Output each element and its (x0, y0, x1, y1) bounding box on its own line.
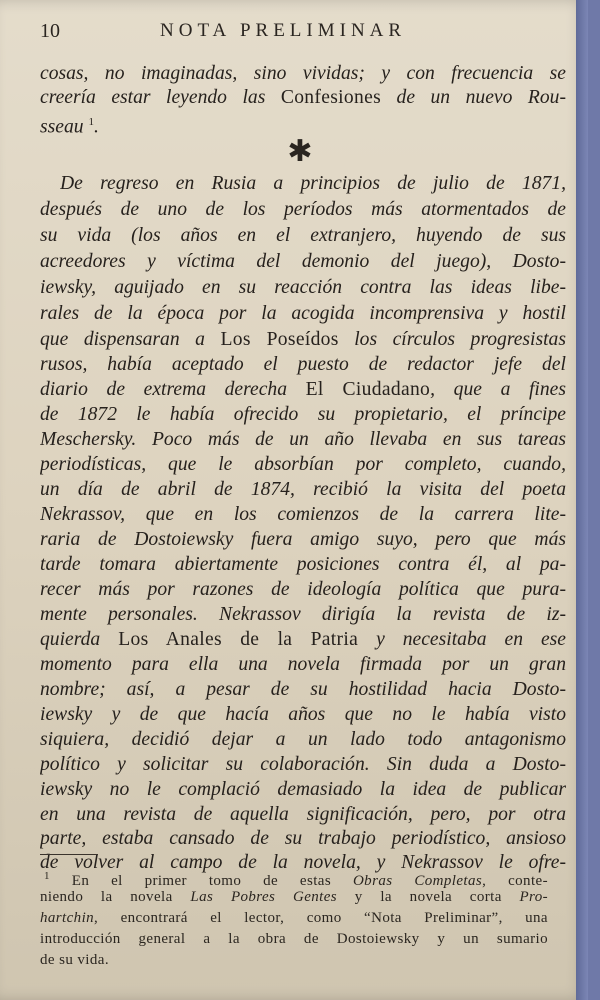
text-run: momento para ella una novela firmada por un gran (40, 654, 566, 675)
text-run: Confesiones (280, 87, 382, 108)
text-run: acreedores y víctima del demonio del juego), Dosto- (40, 251, 566, 272)
text-run: Las Pobres Gentes (190, 889, 338, 905)
text-run: 1 (44, 870, 50, 882)
text-run: después de uno de los períodos más atormentados de (40, 199, 566, 220)
text-run: hartchin (40, 910, 95, 926)
text-run: . (93, 116, 99, 138)
text-run: y necesitaba en ese (358, 629, 566, 650)
footnote-line (40, 908, 548, 928)
text-run: Los Anales de la Patria (118, 629, 359, 650)
text-line (40, 86, 566, 110)
text-line (40, 328, 566, 352)
text-run: iewsky y de que hacía años que no le había visto (40, 704, 566, 725)
text-run: iewsky no le complació demasiado la idea de publicar (40, 779, 566, 800)
text-run: político y solicitar su colaboración. Sin duda a Dosto- (40, 754, 566, 775)
text-line (40, 653, 566, 677)
text-line (40, 198, 566, 222)
text-run: recer más por razones de ideología política que pura- (40, 579, 566, 600)
text-run: , que a fines (430, 379, 566, 400)
text-run: sseau (40, 116, 89, 138)
text-line (40, 250, 566, 274)
text-line (40, 453, 566, 477)
text-line (40, 778, 566, 802)
text-line (40, 528, 566, 552)
text-run: de volver al campo de la novela, y Nekrassov le ofre- (40, 852, 566, 873)
text-line (40, 553, 566, 577)
text-line (40, 578, 566, 602)
footnote-line (40, 929, 548, 949)
text-run: diario de extrema derecha (40, 379, 306, 400)
text-line (40, 703, 566, 727)
text-line (40, 428, 566, 452)
text-run: de su vida. (40, 952, 109, 968)
text-run: su vida (los años en el extranjero, huyendo de sus (40, 225, 566, 246)
text-run: introducción general a la obra de Dostoiewsky y un sumario (40, 931, 548, 947)
text-line (40, 803, 566, 827)
text-run: parte, estaba cansado de su trabajo periodístico, ansioso (40, 828, 566, 849)
text-run: nombre; así, a pesar de su hostilidad hacia Dosto- (40, 679, 566, 700)
text-run: quierda (40, 629, 119, 650)
text-run: periodísticas, que le absorbían por completo, cuando, (40, 454, 566, 475)
footnote-line (40, 950, 548, 970)
text-run: Meschersky. Poco más de un año llevaba en sus tareas (40, 429, 566, 450)
text-run: El Ciudadano (305, 379, 431, 400)
text-line (40, 302, 566, 326)
page-header (40, 20, 544, 48)
text-run: Nekrassov, que en los comienzos de la carrera lite- (40, 504, 566, 525)
footnote-rule (40, 854, 98, 855)
text-run: Obras Completas (352, 873, 483, 889)
text-run: rales de la época por la acogida incomprensiva y hostil (40, 303, 566, 324)
text-line (40, 276, 566, 300)
text-line (40, 353, 566, 377)
text-line (40, 753, 566, 777)
text-run: rusos, había aceptado el puesto de redactor jefe del (40, 354, 566, 375)
text-run: , encontrará el lector, como “Nota Preliminar”, una (94, 910, 548, 926)
text-run: mente personales. Nekrassov dirigía la revista de iz- (40, 604, 566, 625)
text-line (40, 224, 566, 248)
text-run: 1 (88, 116, 94, 128)
text-run: que dispensaran a (40, 329, 221, 350)
text-run: En el primer tomo de estas (49, 873, 353, 889)
text-run: de 1872 le había ofrecido su propietario, el príncipe (40, 404, 566, 425)
text-line (40, 728, 566, 752)
text-line (40, 678, 566, 702)
text-run: y la novela corta (337, 889, 520, 905)
text-run: raria de Dostoiewsky fuera amigo suyo, pero que más (40, 529, 566, 550)
text-run: , conte- (482, 873, 548, 889)
text-run: tarde tomara abiertamente posiciones contra él, al pa- (40, 554, 566, 575)
text-line (40, 403, 566, 427)
running-head: NOTA PRELIMINAR (160, 20, 407, 41)
text-run: los círculos progresistas (338, 329, 566, 350)
text-run: niendo la novela (40, 889, 191, 905)
text-run: De regreso en Rusia a principios de julio de 1871, (60, 173, 566, 194)
text-line (40, 827, 566, 851)
text-line (40, 478, 566, 502)
page-edge (576, 0, 588, 1000)
text-line (40, 378, 566, 402)
text-run: un día de abril de 1874, recibió la visita del poeta (40, 479, 566, 500)
text-run: iewsky, aguijado en su reacción contra las ideas libe- (40, 277, 566, 298)
text-run: creería estar leyendo las (40, 87, 281, 108)
text-run: siquiera, decidió dejar a un lado todo antagonismo (40, 729, 566, 750)
text-run: Pro- (519, 889, 548, 905)
text-run: Los Poseídos (220, 329, 339, 350)
page-number: 10 (40, 20, 60, 42)
text-line (40, 62, 566, 86)
text-run: cosas, no imaginadas, sino vividas; y con frecuencia se (40, 63, 566, 84)
section-divider-asterisk: ✱ (287, 135, 313, 168)
text-line (40, 603, 566, 627)
text-line (40, 628, 566, 652)
footnote-line (40, 887, 548, 907)
text-run: en una revista de aquella significación, pero, por otra (40, 804, 566, 825)
text-run: de un nuevo Rou- (381, 87, 566, 108)
text-line (60, 172, 566, 196)
text-line (40, 503, 566, 527)
